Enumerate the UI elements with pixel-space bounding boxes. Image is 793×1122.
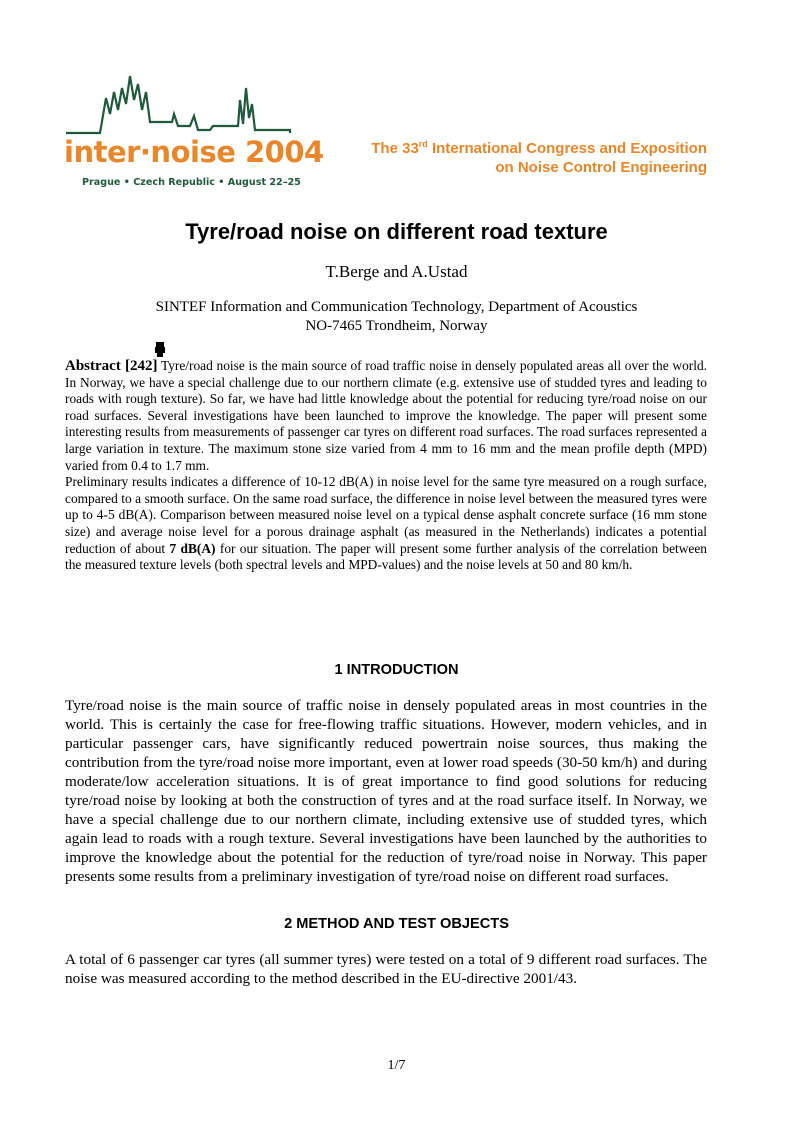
congress-header <box>371 139 707 177</box>
method-text: A total of 6 passenger car tyres (all summer tyres) were tested on a total of 9 different road surfaces. The noise was measured according to the method described in the EU-directive 2001/43. <box>65 951 707 987</box>
affiliation <box>0 298 793 336</box>
abstract-paragraph-2: Preliminary results indicates a difference of 10-12 dB(A) in noise level for the same tyre measured on a rough surface, compared to a smooth surface. On the same road surface, the difference in noise level between the measured tyres were up to 4-5 dB(A). Comparison between measured noise level on a typical dense asphalt concrete surface (16 mm stone size) and average noise level for a porous drainage asphalt (as measured in the Netherlands) indicates a potential reduction of about 7 dB(A) for our situation. The paper will present some further analysis of the correlation between the measured texture levels (both spectral levels and MPD-values) and the noise levels at 50 and 80 km/h. <box>65 474 708 573</box>
abstract <box>65 358 707 574</box>
section-heading-introduction: 1 INTRODUCTION <box>334 662 459 678</box>
abstract-label: Abstract [242] <box>65 358 158 374</box>
paper-title: Tyre/road noise on different road texture <box>185 219 608 244</box>
introduction-text: Tyre/road noise is the main source of traffic noise in densely populated areas in most countries in the world. This is certainly the case for free-flowing traffic situations. However, modern vehicles, and in particular passenger cars, have significantly reduced powertrain noise sources, thus making the contribution from the tyre/road noise more important, even at lower road speeds (30-50 km/h) and during moderate/low acceleration situations. It is of great importance to find good solutions for reducing tyre/road noise by looking at both the construction of tyres and at the road surface itself. In Norway, we have a special challenge due to our northern climate, including extensive use of studded tyres, which again lead to roads with a rough texture. Several investigations have been launched by the authorities to improve the knowledge about the potential for the reduction of tyre/road noise in Norway. This paper presents some results from a preliminary investigation of tyre/road noise on different road surfaces. <box>65 697 707 885</box>
bullet-mark-icon <box>155 342 165 357</box>
ordinal-suffix: rd <box>418 139 428 149</box>
congress-line-2: on Noise Control Engineering <box>495 159 707 176</box>
conference-logo <box>60 70 324 195</box>
page-number: 1/7 <box>387 1058 406 1073</box>
logo-tagline: Prague • Czech Republic • August 22–25 <box>82 177 301 188</box>
affiliation-line-1: SINTEF Information and Communication Technology, Department of Acoustics <box>155 299 638 315</box>
affiliation-line-2: NO-7465 Trondheim, Norway <box>305 318 488 334</box>
abstract-paragraph-1: Abstract [242] Tyre/road noise is the main source of road traffic noise in densely populated areas all over the world. In Norway, we have a special challenge due to our northern climate (e.g. extensive use of studded tyres and leading to roads with rough texture). So far, we have had little knowledge about the potential for reducing tyre/road noise on our road surfaces. Several investigations have been launched to improve the knowledge. The paper will present some interesting results from measurements of passenger car tyres on different road surfaces. The road surfaces represented a large variation in texture. The maximum stone size varied from 4 mm to 16 mm and the mean profile depth (MPD) varied from 0.4 to 1.7 mm. <box>65 358 707 473</box>
paper-authors: T.Berge and A.Ustad <box>325 262 468 281</box>
logo-wordmark: inter·noise 2004 <box>64 135 324 169</box>
abstract-emphasis: 7 dB(A) <box>169 540 216 556</box>
congress-line-1: The 33rd International Congress and Exposition <box>371 139 707 157</box>
section-heading-method: 2 METHOD AND TEST OBJECTS <box>284 916 509 932</box>
